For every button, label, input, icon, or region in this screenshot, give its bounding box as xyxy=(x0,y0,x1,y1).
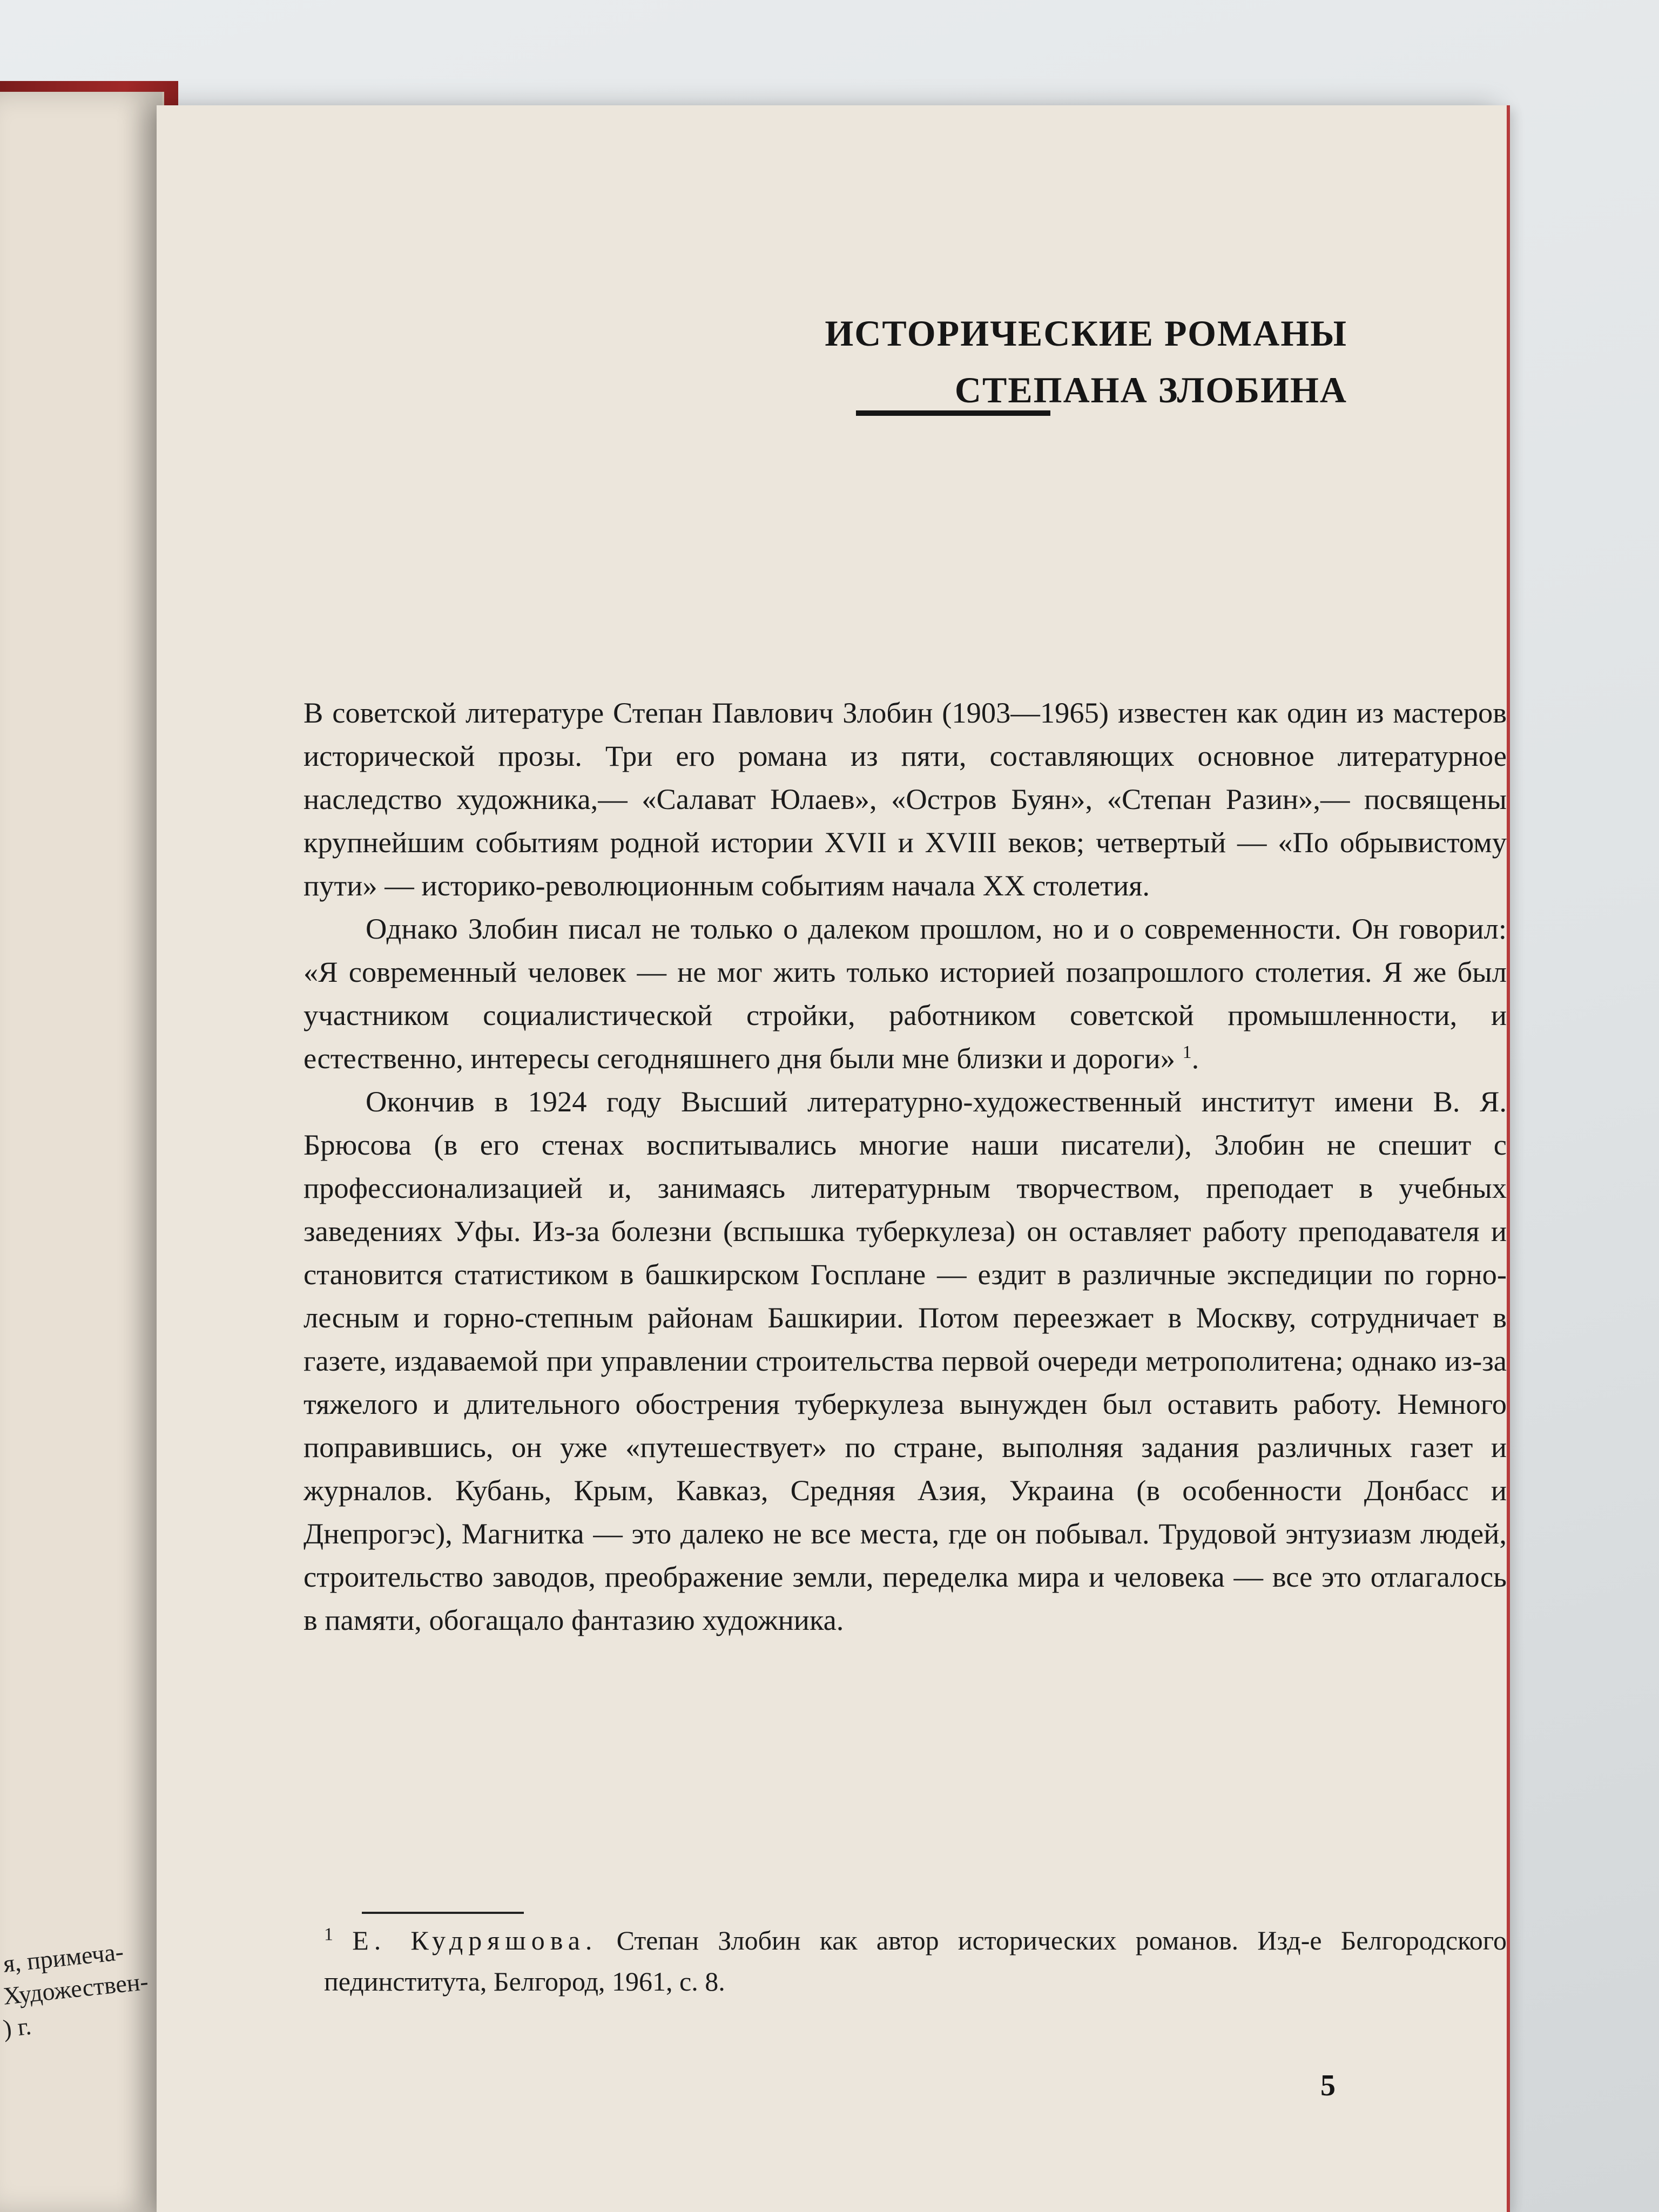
footnote-text: Степан Злобин как автор исторических романов. Изд-е Белгородского пединститута, Белгород, 1961, с. 8. xyxy=(324,1925,1507,1997)
paragraph: Окончив в 1924 году Высший литературно-художественный институт имени В. Я. Брюсова (в его стенах воспитывались многие наши писатели), Злобин не спешит с профессионализацией и, занимаясь литературным творчеством, преподает в учебных заведениях Уфы. Из-за болезни (вспышка туберкулеза) он оставляет работу преподавателя и становится статистиком в башкирском Госплане — ездит в различные экспедиции по горно-лесным и горно-степным районам Башкирии. Потом переезжает в Москву, сотрудничает в газете, издаваемой при управлении строительства первой очереди метрополитена; однако из-за тяжелого и длительного обострения туберкулеза вынужден был оставить работу. Немного поправившись, он уже «путешествует» по стране, выполняя задания различных газет и журналов. Кубань, Крым, Кавказ, Средняя Азия, Украина (в особенности Донбасс и Днепрогэс), Магнитка — это далеко не все места, где он побывал. Трудовой энтузиазм людей, строительство заводов, преображение земли, переделка мира и человека — все это отлагалось в памяти, обогащало фантазию художника. xyxy=(304,1085,1507,1636)
body-text xyxy=(304,691,1507,1642)
footnote-author: Е. Кудряшова. xyxy=(352,1925,598,1955)
title-line-1: ИСТОРИЧЕСКИЕ РОМАНЫ xyxy=(825,313,1347,354)
footnote-marker: 1 xyxy=(324,1924,333,1945)
paragraph-text: Однако Злобин писал не только о далеком прошлом, но и о современности. Он говорил: «Я современный человек — не мог жить только историей позапрошлого столетия. Я же был участником социалистической стройки, работником советской промышленности, и естественно, интересы сегодняшнего дня были мне близки и дороги» xyxy=(304,912,1507,1075)
paragraph: Однако Злобин писал не только о далеком прошлом, но и о современности. Он говорил: «Я современный человек — не мог жить только историей позапрошлого столетия. Я же был участником социалистической стройки, работником советской промышленности, и естественно, интересы сегодняшнего дня были мне близки и дороги» $^1$. xyxy=(304,912,1507,1075)
left-page xyxy=(0,92,164,2212)
left-page-fragment: я, примеча- xyxy=(2,1937,125,1978)
left-page-fragment: ) г. xyxy=(2,2012,33,2042)
footnote-ref: 1 xyxy=(1182,1042,1192,1062)
page-title xyxy=(825,305,1347,419)
title-line-2: СТЕПАНА ЗЛОБИНА xyxy=(954,369,1347,411)
footnote-divider xyxy=(362,1912,524,1914)
left-page-fragment: Художествен- xyxy=(2,1967,150,2010)
right-page xyxy=(157,105,1510,2212)
page-number: 5 xyxy=(1320,2069,1336,2102)
title-underline xyxy=(856,410,1050,416)
paragraph: В советской литературе Степан Павлович Злобин (1903—1965) известен как один из мастеров исторической прозы. Три его романа из пяти, составляющих основное литературное наследство художника,— «Салават Юлаев», «Остров Буян», «Степан Разин»,— посвящены крупнейшим событиям родной истории XVII и XVIII веков; четвертый — «По обрывистому пути» — историко-революционным событиям начала XX столетия. xyxy=(304,696,1507,902)
footnote xyxy=(324,1920,1507,2002)
